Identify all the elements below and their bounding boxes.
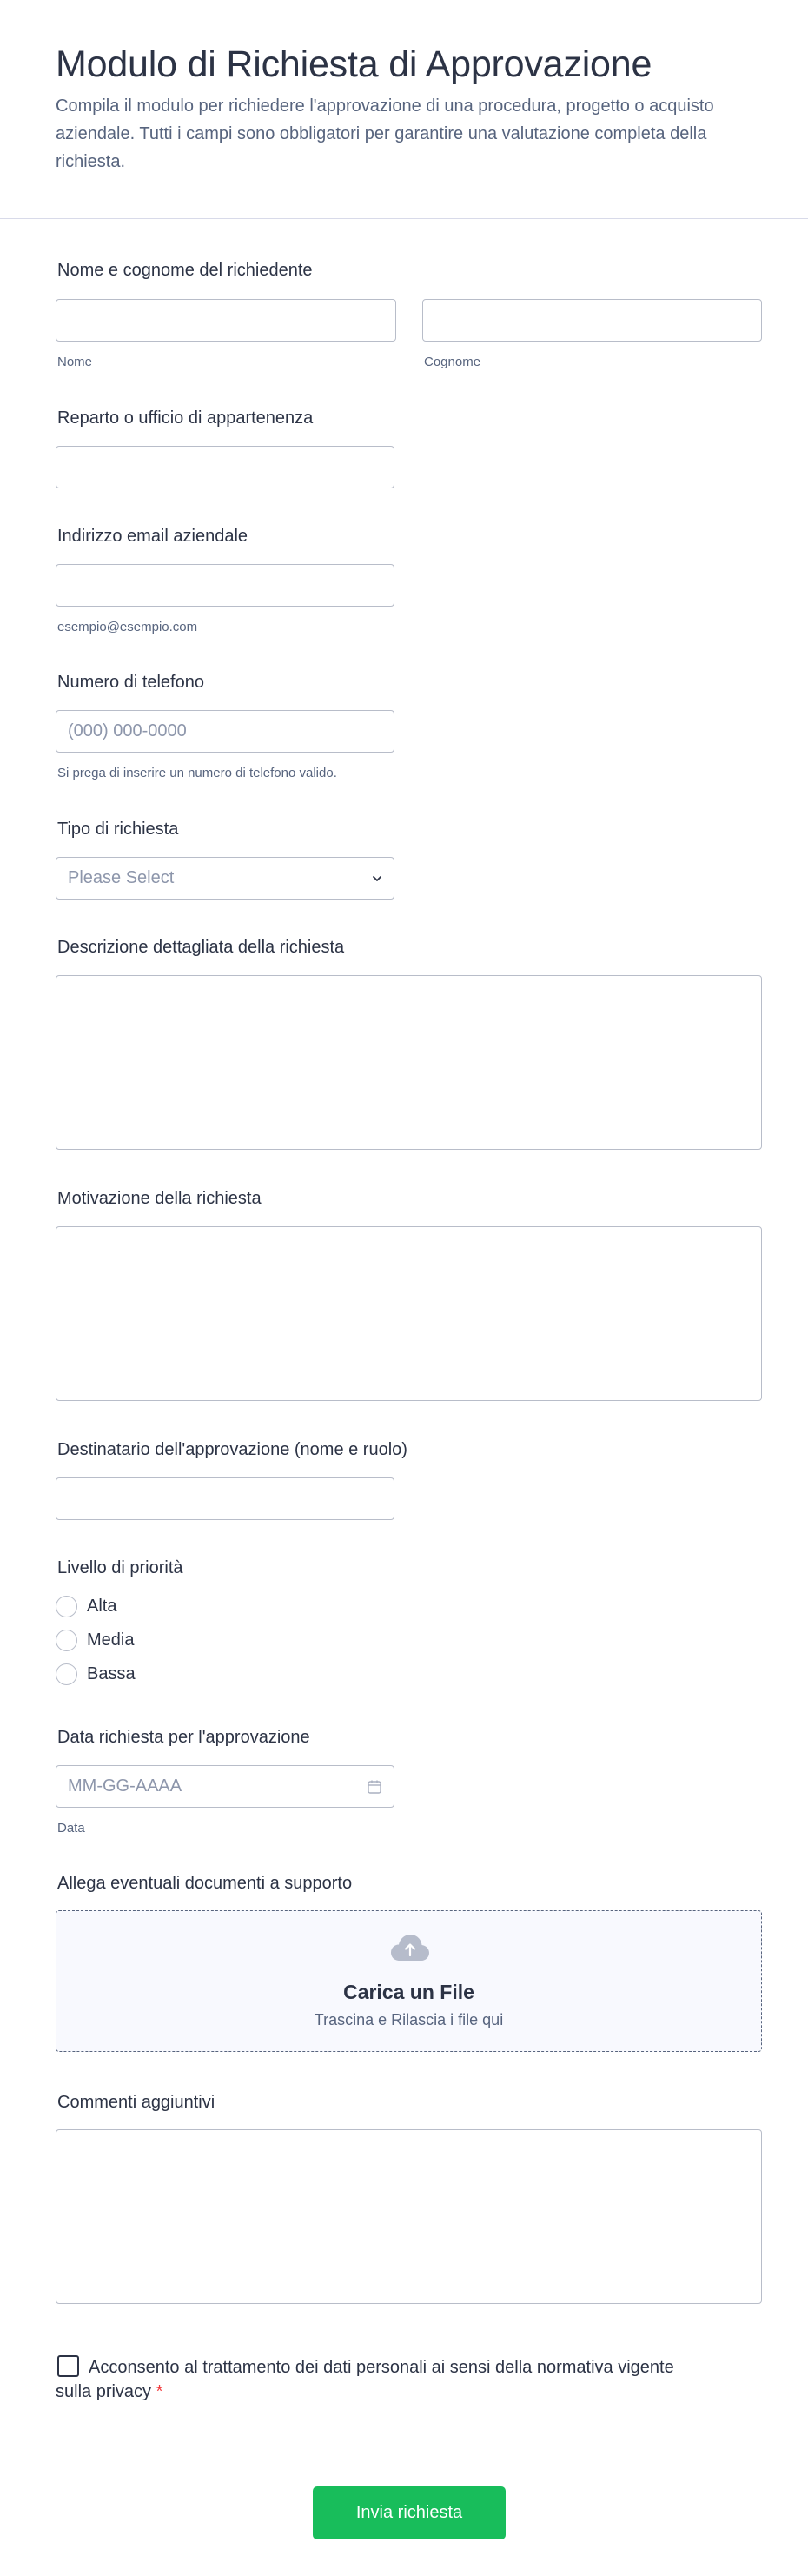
description-label: Descrizione dettagliata della richiesta bbox=[57, 938, 345, 957]
phone-label: Numero di telefono bbox=[57, 673, 204, 692]
date-sublabel: Data bbox=[57, 1821, 85, 1836]
consent-label bbox=[56, 2355, 699, 2404]
required-mark: * bbox=[156, 2382, 163, 2401]
attachments-label: Allega eventuali documenti a supporto bbox=[57, 1874, 353, 1893]
department-input[interactable] bbox=[56, 446, 394, 488]
request-type-label: Tipo di richiesta bbox=[57, 820, 179, 839]
phone-sublabel: Si prega di inserire un numero di telefono valido. bbox=[57, 766, 337, 780]
email-label: Indirizzo email aziendale bbox=[57, 527, 248, 546]
department-label: Reparto o ufficio di appartenenza bbox=[57, 408, 314, 428]
comments-textarea[interactable] bbox=[56, 2129, 762, 2304]
last-name-sublabel: Cognome bbox=[424, 355, 481, 369]
first-name-input[interactable] bbox=[56, 299, 396, 342]
description-textarea[interactable] bbox=[56, 975, 762, 1150]
file-upload-dropzone[interactable] bbox=[56, 1910, 762, 2052]
chevron-down-icon bbox=[371, 873, 383, 885]
page-title: Modulo di Richiesta di Approvazione bbox=[56, 43, 652, 85]
email-input[interactable] bbox=[56, 564, 394, 607]
recipient-label: Destinatario dell'approvazione (nome e ruolo) bbox=[57, 1440, 407, 1459]
upload-title: Carica un File bbox=[343, 1981, 474, 2003]
request-type-selected: Please Select bbox=[68, 868, 175, 887]
cloud-upload-icon bbox=[389, 1932, 431, 1963]
priority-option-label: Bassa bbox=[87, 1664, 136, 1683]
comments-label: Commenti aggiuntivi bbox=[57, 2093, 215, 2112]
date-placeholder: MM-GG-AAAA bbox=[68, 1776, 182, 1796]
phone-input[interactable]: (000) 000-0000 bbox=[56, 710, 394, 753]
radio-button[interactable] bbox=[56, 1630, 77, 1651]
form-description: Compila il modulo per richiedere l'approvazione di una procedura, progetto o acquisto aziendale. Tutti i campi sono obbligatori per garantire una valutazione completa della richiesta. bbox=[56, 96, 714, 171]
first-name-sublabel: Nome bbox=[57, 355, 93, 369]
submit-button[interactable]: Invia richiesta bbox=[313, 2486, 506, 2539]
radio-button[interactable] bbox=[56, 1596, 77, 1617]
request-type-select[interactable] bbox=[56, 857, 394, 900]
form-footer bbox=[0, 2453, 808, 2576]
priority-label: Livello di priorità bbox=[57, 1558, 183, 1577]
form-header bbox=[0, 0, 808, 219]
date-label: Data richiesta per l'approvazione bbox=[57, 1728, 310, 1747]
consent-checkbox[interactable] bbox=[57, 2355, 79, 2377]
date-input[interactable] bbox=[56, 1765, 394, 1808]
calendar-icon[interactable] bbox=[367, 1779, 382, 1795]
email-sublabel: esempio@esempio.com bbox=[57, 620, 198, 634]
consent-text: Acconsento al trattamento dei dati personali ai sensi della normativa vigente sulla privacy bbox=[56, 2358, 674, 2401]
last-name-input[interactable] bbox=[422, 299, 762, 342]
motivation-label: Motivazione della richiesta bbox=[57, 1189, 262, 1208]
motivation-textarea[interactable] bbox=[56, 1226, 762, 1401]
priority-option-label: Media bbox=[87, 1630, 135, 1650]
recipient-input[interactable] bbox=[56, 1477, 394, 1520]
name-label: Nome e cognome del richiedente bbox=[57, 261, 313, 280]
priority-option-label: Alta bbox=[87, 1597, 117, 1616]
radio-button[interactable] bbox=[56, 1663, 77, 1685]
upload-hint: Trascina e Rilascia i file qui bbox=[314, 2011, 504, 2028]
